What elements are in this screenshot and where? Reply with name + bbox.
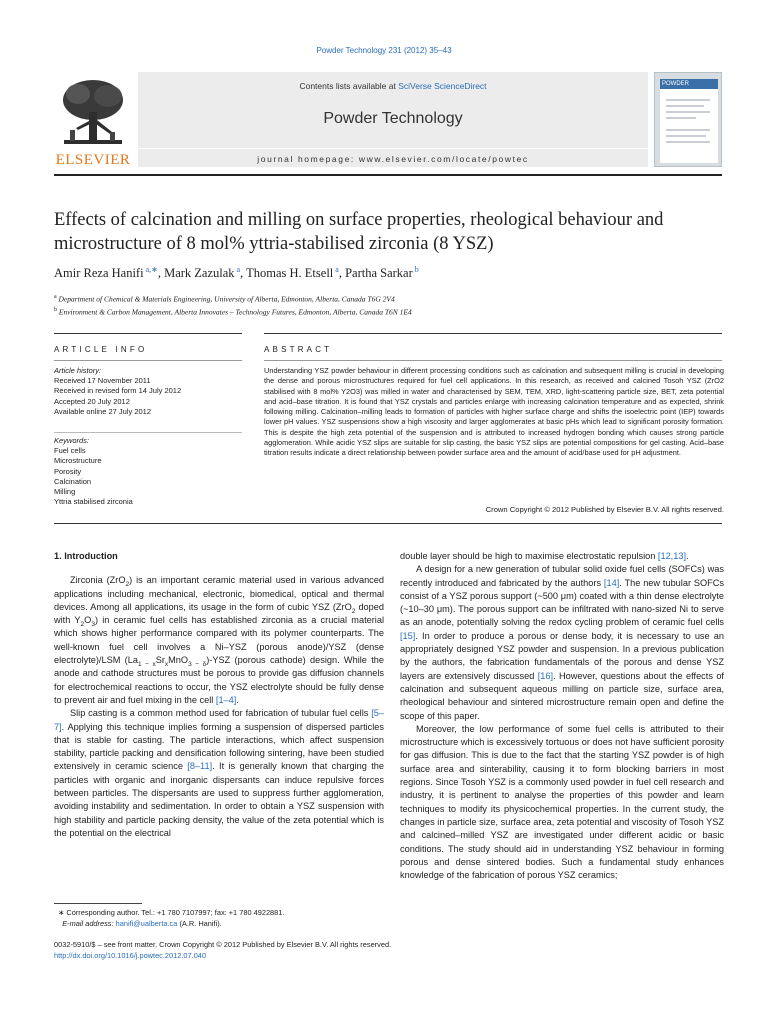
text-run: double layer should be high to maximise electrostatic repulsion xyxy=(400,551,658,561)
citation-link[interactable]: [14] xyxy=(603,577,620,588)
cover-decoration xyxy=(666,129,710,131)
history-item: Received 17 November 2011 xyxy=(54,376,151,386)
homepage-line xyxy=(138,154,648,164)
text-run: Zirconia (ZrO xyxy=(70,575,126,586)
text-run: ) in ceramic fuel cells has established zirconia as a crucial material which shows higher performance compared with its polymer counterparts. The well-known fuel cell involves a Ni–YSZ (porous anode)/YSZ (dense electrolyte)/LSM (La xyxy=(54,615,384,666)
citation-link[interactable]: [16] xyxy=(537,670,554,681)
author-name[interactable]: Thomas H. Etsell xyxy=(246,266,334,281)
body-column-right xyxy=(400,550,724,882)
affiliation-mark: a xyxy=(54,294,57,300)
author-list: Amir Reza Hanifi $^{a,∗}$, Mark Zazulak $^a$, Thomas H. Etsell $^a$, Partha Sarkar $^b$ xyxy=(54,265,419,281)
author-affiliation-mark[interactable]: a,∗ xyxy=(145,265,158,274)
cover-decoration xyxy=(666,99,710,101)
elsevier-tree-icon xyxy=(58,76,128,150)
cover-decoration xyxy=(666,141,710,143)
elsevier-wordmark: ELSEVIER xyxy=(55,152,131,168)
section-rule xyxy=(54,333,242,334)
masthead-divider xyxy=(138,148,648,149)
affiliation xyxy=(54,292,722,305)
cover-decoration xyxy=(666,135,706,137)
text-run: Sr xyxy=(155,655,165,666)
elsevier-logo xyxy=(54,76,132,166)
footnote-line xyxy=(54,907,384,918)
contents-line xyxy=(138,81,648,91)
citation-link[interactable]: [8–11] xyxy=(187,761,213,772)
text-run: )-YSZ (porous cathode) design. While the anode and cathode structures must be porous to provide gas diffusion channels for electrochemical reactions to occur, the YSZ electrolyte should be fully dense to prevent air and fuel mixing in the cell xyxy=(54,655,384,705)
cover-decoration xyxy=(666,111,710,113)
article-info-heading: ARTICLE INFO xyxy=(54,345,148,354)
text-run: . Applying this technique implies forming a suspension of dispersed particles that is stable for casting. The particle interactions, which affect suspension stability, particle packing and densification following sintering, have been studied extensively in ceramic science xyxy=(54,721,384,772)
text-run: . In order to produce a porous or dense body, it is necessary to use an appropriately designed YSZ powder and suspension. In a previous publication by the authors, the fabrication fundamentals of the porous and dense YSZ layers are extensively discussed xyxy=(400,630,724,681)
affiliation-mark: b xyxy=(54,306,57,313)
sciencedirect-link[interactable]: SciVerse ScienceDirect xyxy=(398,81,487,91)
journal-masthead xyxy=(54,72,722,167)
body-paragraph: double layer should be high to maximise electrostatic repulsion [12,13]. xyxy=(400,551,689,561)
affiliation-text: Department of Chemical & Materials Engineering, University of Alberta, Edmonton, Alberta, Canada T6G 2V4 xyxy=(58,294,395,304)
author-name[interactable]: Partha Sarkar xyxy=(345,266,413,281)
masthead-banner xyxy=(138,72,648,167)
affiliations xyxy=(54,292,722,317)
citation-link[interactable]: [1–4] xyxy=(215,694,237,705)
citation-link[interactable]: [5–7] xyxy=(54,708,384,732)
keyword: Microstructure xyxy=(54,456,102,466)
email-link[interactable]: hanifi@ualberta.ca xyxy=(115,919,178,928)
text-run: MnO xyxy=(168,655,189,666)
keyword: Porosity xyxy=(54,466,82,476)
footnote-marker: ∗ xyxy=(58,908,65,917)
front-matter xyxy=(54,939,722,961)
footnote xyxy=(54,907,384,929)
author-affiliation-mark[interactable]: b xyxy=(414,265,419,274)
article-title: Effects of calcination and milling on surface properties, rheological behaviour and microstructure of 8 mol% yttria-stabilised zirconia (8 YSZ) xyxy=(54,210,664,254)
text-run: . However, questions about the effects of calcination and subsequent aqueous milling on particle size, surface area, rheological behaviour and sintered microstructure remain open and define the scope of this paper. xyxy=(400,670,724,721)
front-matter-copyright: 0032-5910/$ – see front matter. Crown Copyright © 2012 Published by Elsevier B.V. All rights reserved. xyxy=(54,940,392,949)
keywords-label: Keywords: xyxy=(54,436,90,445)
keywords-rule xyxy=(54,432,242,433)
email-label: E-mail address: xyxy=(62,919,114,928)
abstract-heading: ABSTRACT xyxy=(264,345,333,354)
history-item: Available online 27 July 2012 xyxy=(54,406,152,416)
text-run: doped with Y xyxy=(54,601,384,626)
journal-cover-thumbnail[interactable] xyxy=(654,72,722,167)
homepage-prefix: journal homepage: xyxy=(257,154,359,164)
history-item: Accepted 20 July 2012 xyxy=(54,396,130,406)
abstract-copyright: Crown Copyright © 2012 Published by Elsevier B.V. All rights reserved. xyxy=(485,505,724,514)
body-paragraph: Moreover, the low performance of some fuel cells is attributed to their microstructure which is excessively tortuous or does not have sufficient porosity for gas diffusion. This is due to the fact that the starting YSZ powder is of high surface area and sinterability, causing it to form blocking barriers in most regions. Since Tosoh YSZ is a commonly used powder in fuel cell research and industry, it is pertinent to analyse the properties of this powder and learn techniques to modify its physicochemical properties. In the current study, the changes in particle size, surface area, zeta potential and viscosity of Tosoh YSZ and calcined–milled YSZ are investigated under different acidic or basic conditions. The study should aid in understanding YSZ behaviour in forming porous and dense sintered bodies. Such a fundamental study enhances knowledge of the fabrication of porous YSZ ceramics; xyxy=(400,723,724,881)
citation-link[interactable]: [12,13] xyxy=(657,551,687,561)
cover-title: POWDER TECHNOLOGY xyxy=(662,81,705,97)
history-item: Received in revised form 14 July 2012 xyxy=(54,386,182,396)
text-run: ) is an important ceramic material used in various advanced applications including mechanical, electronic, biomedical, optical and thermal devices. Among all applications, its usage in the form of cubic YSZ (ZrO xyxy=(54,575,385,612)
text-run: . The new tubular SOFCs consist of a YSZ porous support (~500 μm) coated with a thin dense electrolyte (~10–30 μm). The porous support can be infiltrated with nano-sized Ni to serve as an anode, potentially solving the redox cycling problem of ceramic fuel cells xyxy=(400,577,724,628)
footnote-text: Corresponding author. Tel.: +1 780 7107997; fax: +1 780 4922881. xyxy=(66,908,285,917)
author-affiliation-mark[interactable]: a xyxy=(335,265,339,274)
cover-decoration xyxy=(666,105,704,107)
cover-decoration xyxy=(666,117,696,119)
keywords xyxy=(54,436,242,507)
history-label: Article history: xyxy=(54,366,102,375)
affiliation-text: Environment & Carbon Management, Alberta Innovates – Technology Futures, Edmonton, Alberta, Canada T6N 1E4 xyxy=(58,307,412,316)
keyword: Fuel cells xyxy=(54,446,86,456)
section-rule xyxy=(54,360,242,361)
abstract-bottom-rule xyxy=(54,523,722,524)
cover-page xyxy=(660,79,718,163)
affiliation xyxy=(54,305,722,318)
keyword: Yttria stabilised zirconia xyxy=(54,497,133,507)
author-name[interactable]: Mark Zazulak xyxy=(164,266,235,281)
body-paragraph: Zirconia (ZrO$_2$) is an important ceramic material used in various advanced applications including mechanical, electronic, biomedical, optical and thermal devices. Among all applications, its usage in the form of cubic YSZ (ZrO$_2$ doped with $Y_2O_3$) in ceramic fuel cells has established zirconia as a crucial material which shows higher performance compared with its polymer counterparts. The well-known fuel cell involves a Ni–YSZ (porous anode)/YSZ (dense electrolyte)/LSM $(La_{1 - x}Sr_xMnO_{3 - \delta})$-YSZ (porous cathode) design. While the anode and cathode structures must be porous to provide gas diffusion channels for electrochemical reactions to occur, the YSZ electrolyte should be fully dense to prevent air and fuel mixing in the cell [1–4]. xyxy=(54,575,385,705)
body-paragraph xyxy=(54,707,384,840)
journal-reference[interactable]: Powder Technology 231 (2012) 35–43 xyxy=(316,46,452,55)
email-suffix: (A.R. Hanifi). xyxy=(179,919,222,928)
citation-link[interactable]: [15] xyxy=(400,630,416,641)
author-affiliation-mark[interactable]: a xyxy=(236,265,241,274)
section-rule xyxy=(264,360,722,361)
text-run: . It is generally known that charging the particles with organic and inorganic dispersants can induce repulsive forces between particles. The dispersants are used to suppress further agglomeration, avoiding instability and sedimentation. In order to obtain a YSZ suspension with high stability and particle packing density, the value of the zeta potential which is the potential on the electrical xyxy=(54,761,385,838)
keyword: Milling xyxy=(54,487,76,497)
body-column-left xyxy=(54,550,384,840)
section-heading: 1. Introduction xyxy=(54,551,118,561)
article-history xyxy=(54,366,242,417)
footnote-email-line xyxy=(54,918,384,929)
footnote-rule xyxy=(54,903,142,904)
contents-prefix: Contents lists available at xyxy=(299,81,399,91)
doi-link[interactable]: http://dx.doi.org/10.1016/j.powtec.2012.07.040 xyxy=(54,951,207,960)
author-name[interactable]: Amir Reza Hanifi xyxy=(54,266,144,281)
journal-name: Powder Technology xyxy=(323,110,463,127)
section-rule xyxy=(264,333,722,334)
keyword: Calcination xyxy=(54,476,92,486)
homepage-url[interactable]: www.elsevier.com/locate/powtec xyxy=(358,154,529,164)
text-run: O xyxy=(84,615,92,626)
body-paragraph xyxy=(400,563,724,723)
abstract-text: Understanding YSZ powder behaviour in different processing conditions such as calcination and subsequent milling is crucial in developing the dense and porous microstructures required for fuel cell applications. In this research, as received and calcined Tosoh YSZ (ZrO2 stabilised with 8 mol% Y2O3) was milled in water and characterised by SEM, TEM, XRD, light-scattering particle size, BET, zeta potential and acid–base titration. It is found that YSZ crystals and particles enlarge with increasing calcination temperature and as expected, shrink following milling. Calcination–milling leads to formation of particles with higher surface charge and shifts the isoelectric point (IEP) towards lower pH values. YSZ suspensions show a high viscosity and larger agglomerates at basic pHs which lead to significant porosity formation. This is despite the high zeta potential of the suspension and is attributed to increased hydrogen bonding which causes strong particle agglomeration. While acidic YSZ slips are suitable for slip casting, the basic YSZ slips are potential compositions for gel casting. Acid–base titration results indicate a direct relationship between powder surface area and the amount of acid/base used for pH adjustment. xyxy=(264,366,724,458)
text-run: A design for a new generation of tubular solid oxide fuel cells (SOFCs) was recently introduced and fabricated by the authors xyxy=(400,564,724,588)
header-rule xyxy=(54,174,722,176)
text-run: Slip casting is a common method used for fabrication of tubular fuel cells xyxy=(70,708,372,719)
